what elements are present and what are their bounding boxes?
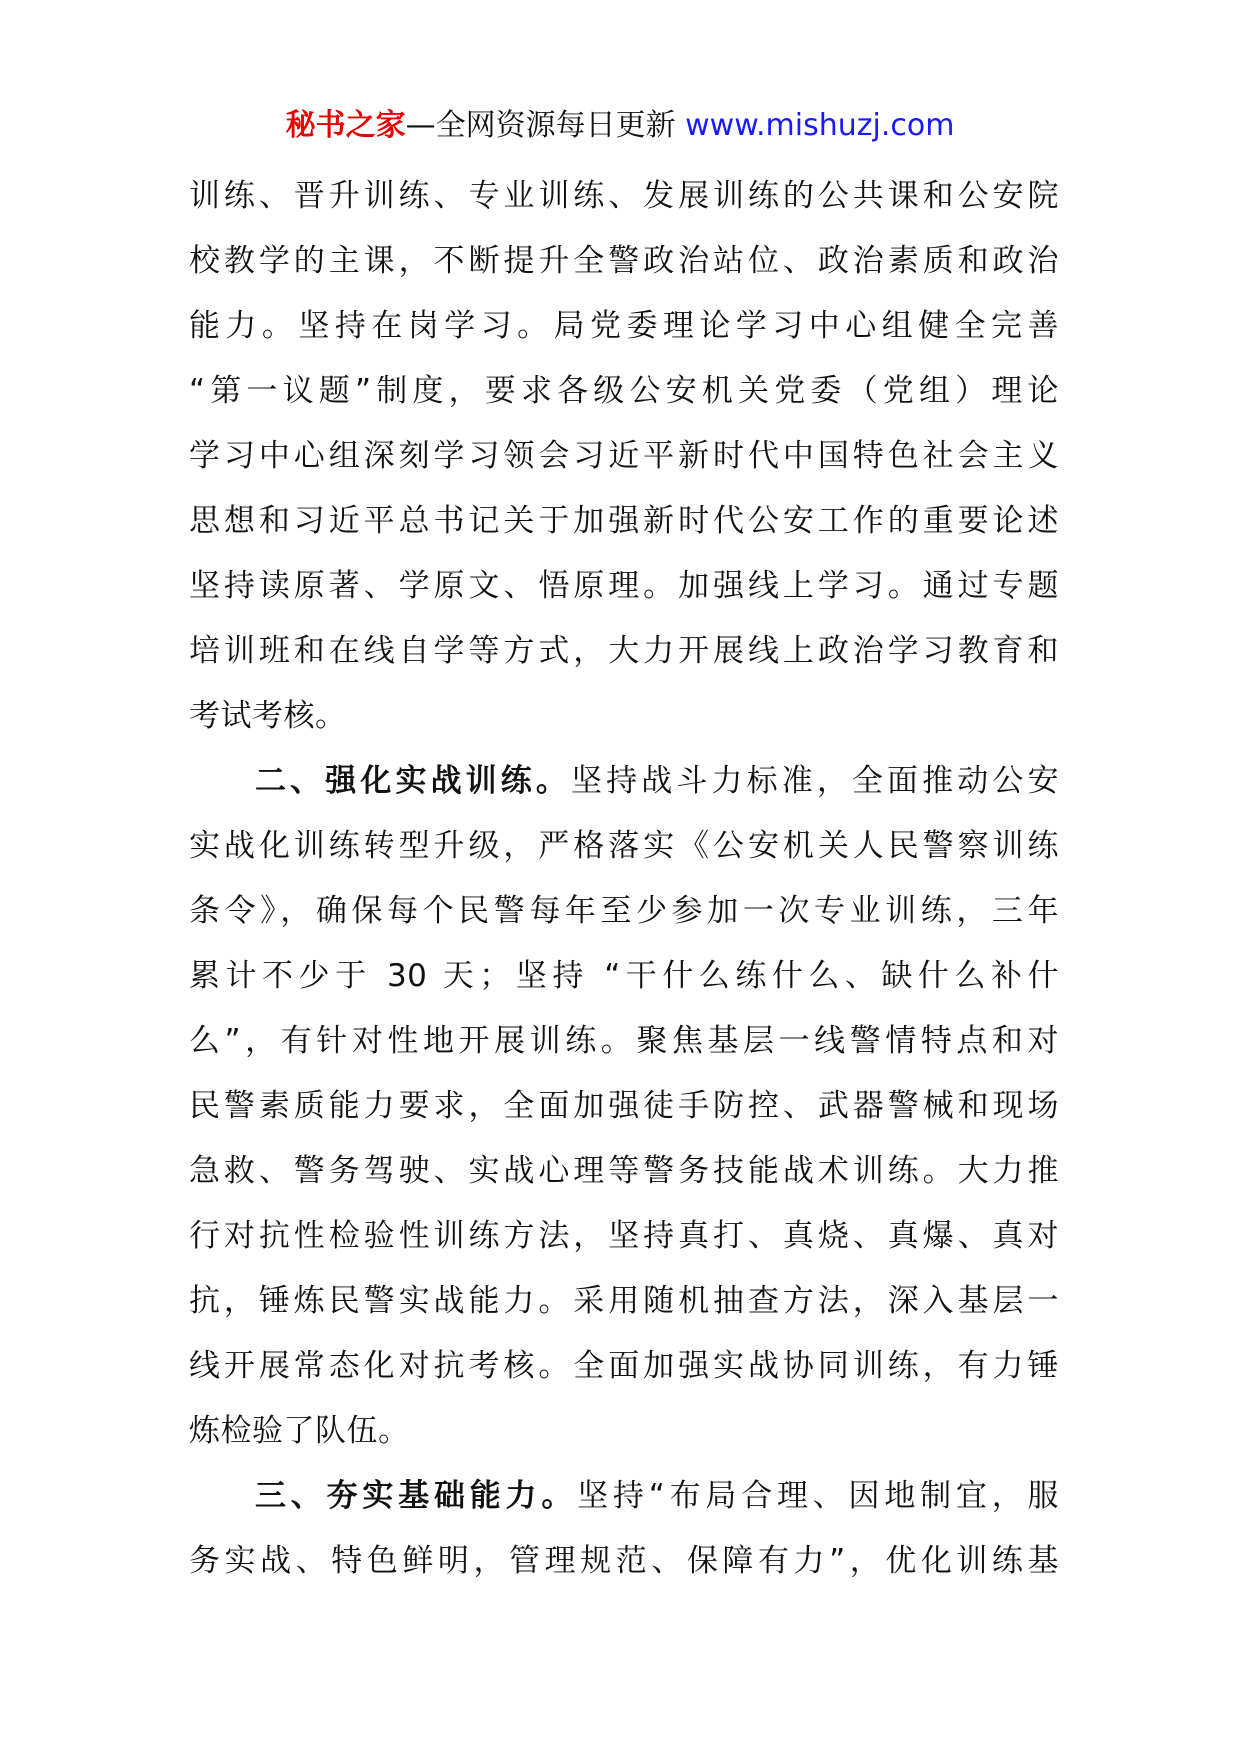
header-brand: 秘书之家: [285, 108, 406, 143]
paragraph-1-line: 培训班和在线自学等方式，大力开展线上政治学习教育和: [189, 633, 1059, 669]
paragraph-1-line: 考试考核。: [189, 698, 347, 734]
paragraph-2-line: 急救、警务驾驶、实战心理等警务技能战术训练。大力推: [189, 1153, 1059, 1189]
page-header: [0, 98, 1240, 154]
paragraph-2-line: 炼检验了队伍。: [189, 1413, 410, 1449]
paragraph-2-line: 线开展常态化对抗考核。全面加强实战协同训练，有力锤: [189, 1348, 1059, 1384]
paragraph-2-line: 抗，锤炼民警实战能力。采用随机抽查方法，深入基层一: [189, 1283, 1059, 1319]
document-body: [189, 164, 1059, 1594]
paragraph-1-line: “第一议题”制度，要求各级公安机关党委（党组）理论: [189, 373, 1059, 409]
section-heading-3: 三、夯实基础能力。: [255, 1478, 578, 1514]
paragraph-1-line: 坚持读原著、学原文、悟原理。加强线上学习。通过专题: [189, 568, 1059, 604]
paragraph-2-line: 么”，有针对性地开展训练。聚焦基层一线警情特点和对: [189, 1023, 1059, 1059]
paragraph-3-first-line: [189, 1464, 1059, 1529]
paragraph-2-line: 实战化训练转型升级，严格落实《公安机关人民警察训练: [189, 828, 1059, 864]
paragraph-2-first-line: [189, 749, 1059, 814]
paragraph-2-line: 行对抗性检验性训练方法，坚持真打、真烧、真爆、真对: [189, 1218, 1059, 1254]
paragraph-2-first-line-text: 坚持战斗力标准，全面推动公安: [571, 763, 1060, 799]
paragraph-1-line: 学习中心组深刻学习领会习近平新时代中国特色社会主义: [189, 438, 1059, 474]
paragraph-1-line: 能力。坚持在岗学习。局党委理论学习中心组健全完善: [189, 308, 1059, 344]
paragraph-3-first-line-text: 坚持“布局合理、因地制宜，服: [577, 1478, 1060, 1514]
paragraph-1-line: 训练、晋升训练、专业训练、发展训练的公共课和公安院: [189, 178, 1059, 214]
paragraph-2-line: 累计不少于 30 天；坚持 “干什么练什么、缺什么补什: [189, 958, 1059, 994]
paragraph-2-line: 民警素质能力要求，全面加强徒手防控、武器警械和现场: [189, 1088, 1059, 1124]
header-url-link[interactable]: www.mishuzj.com: [685, 108, 955, 143]
paragraph-2-line: 条令》，确保每个民警每年至少参加一次专业训练，三年: [189, 893, 1059, 929]
paragraph-3-line: 务实战、特色鲜明，管理规范、保障有力”，优化训练基: [189, 1543, 1059, 1579]
header-slogan: —全网资源每日更新: [405, 108, 686, 143]
paragraph-1-line: 校教学的主课，不断提升全警政治站位、政治素质和政治: [189, 243, 1059, 279]
paragraph-1-line: 思想和习近平总书记关于加强新时代公安工作的重要论述: [189, 503, 1059, 539]
section-heading-2: 二、强化实战训练。: [255, 763, 572, 799]
